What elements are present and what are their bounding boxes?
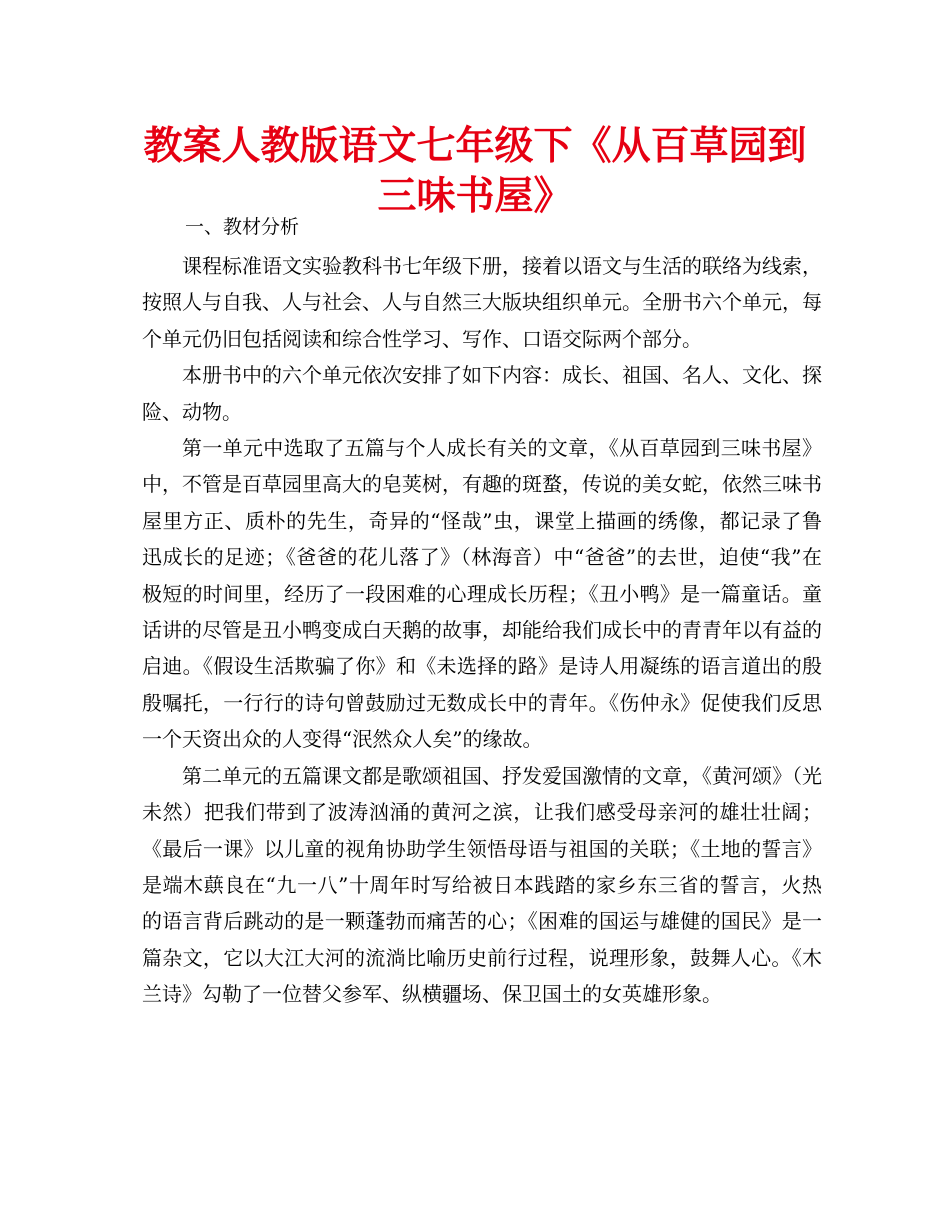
document-body bbox=[142, 248, 822, 1013]
document-title: 教案人教版语文七年级下《从百草园到三味书屋》 bbox=[143, 124, 807, 219]
section-heading: 一、教材分析 bbox=[185, 216, 300, 238]
paragraph: 第二单元的五篇课文都是歌颂祖国、抒发爱国激情的文章，《黄河颂》（光未然）把我们带到了波涛汹涌的黄河之滨，让我们感受母亲河的雄壮壮阔；《最后一课》以儿童的视角协助学生领悟母语与祖国的关联；《土地的誓言》是端木蕻良在“九一八”十周年时写给被日本践踏的家乡东三省的誓言，火热的语言背后跳动的是一颗蓬勃而痛苦的心；《困难的国运与雄健的国民》是一篇杂文，它以大江大河的流淌比喻历史前行过程，说理形象，鼓舞人心。《木兰诗》勾勒了一位替父参军、纵横疆场、保卫国土的女英雄形象。 bbox=[142, 763, 822, 1007]
paragraph: 本册书中的六个单元依次安排了如下内容：成长、祖国、名人、文化、探险、动物。 bbox=[142, 363, 822, 424]
paragraph: 课程标准语文实验教科书七年级下册，接着以语文与生活的联络为线索，按照人与自我、人与社会、人与自然三大版块组织单元。全册书六个单元，每个单元仍旧包括阅读和综合性学习、写作、口语交际两个部分。 bbox=[142, 254, 822, 351]
paragraph: 第一单元中选取了五篇与个人成长有关的文章，《从百草园到三味书屋》中，不管是百草园里高大的皂荚树，有趣的斑蝥，传说的美女蛇，依然三味书屋里方正、质朴的先生，奇异的“怪哉”虫，课堂上描画的绣像，都记录了鲁迅成长的足迹；《爸爸的花儿落了》（林海音）中“爸爸”的去世，迫使“我”在极短的时间里，经历了一段困难的心理成长历程；《丑小鸭》是一篇童话。童话讲的尽管是丑小鸭变成白天鹅的故事，却能给我们成长中的青青年以有益的启迪。《假设生活欺骗了你》和《未选择的路》是诗人用凝练的语言道出的殷殷嘱托，一行行的诗句曾鼓励过无数成长中的青年。《伤仲永》促使我们反思一个天资出众的人变得“泯然众人矣”的缘故。 bbox=[142, 436, 822, 752]
